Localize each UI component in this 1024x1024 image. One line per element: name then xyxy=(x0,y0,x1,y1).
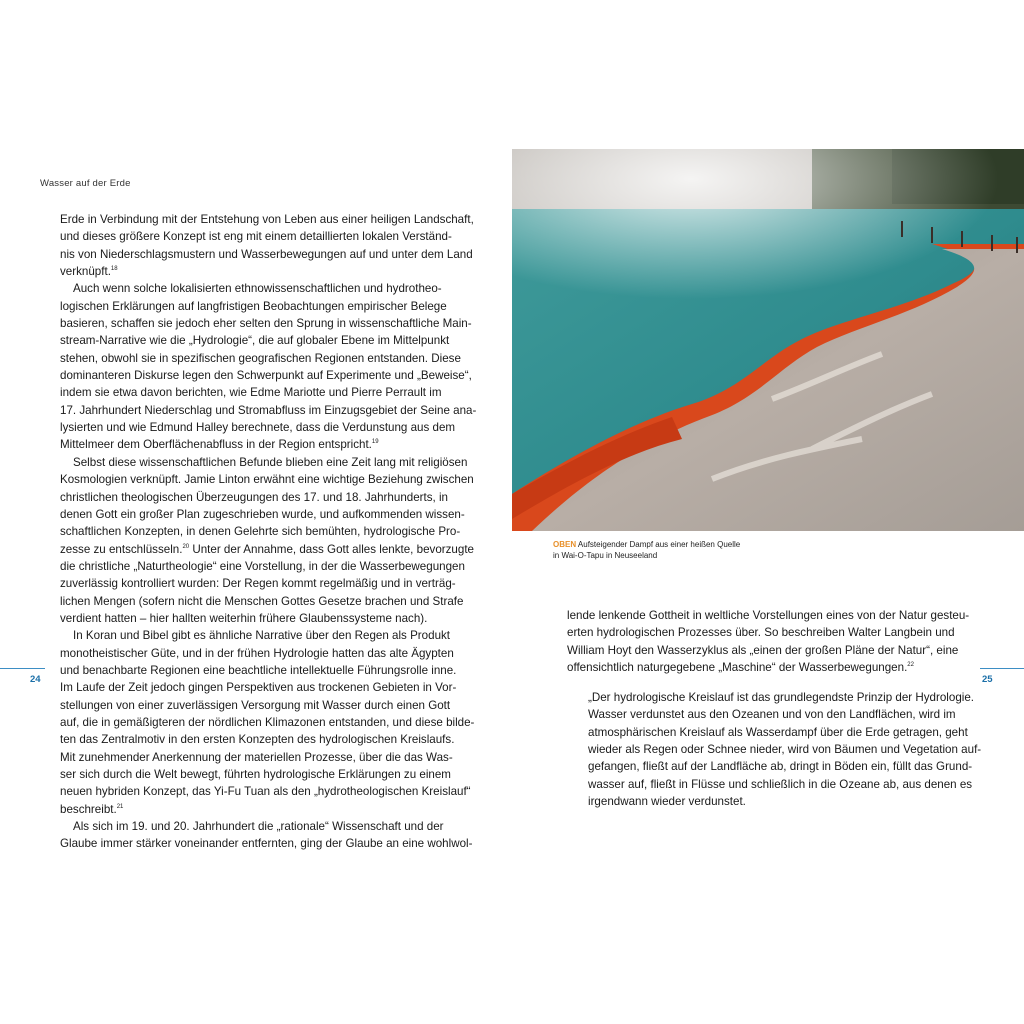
text-line: Kosmologien verknüpft. Jamie Linton erwähnt eine wichtige Beziehung zwischen xyxy=(60,473,474,487)
text-line: Im Laufe der Zeit jedoch gingen Perspektiven aus trockenen Gebieten in Vor- xyxy=(60,681,457,695)
footnote-ref: 21 xyxy=(116,803,124,810)
page-number-right: 25 xyxy=(982,674,993,685)
text-line: In Koran und Bibel gibt es ähnliche Narrative über den Regen als Produkt xyxy=(73,629,451,643)
page-rule-right xyxy=(980,668,1024,669)
text-line: die christliche „Naturtheologie“ eine Vorstellung, in der die Wasserbewegungen xyxy=(60,559,465,573)
text-line: dominanteren Diskurse legen den Schwerpunkt auf Experimente und „Beweise“, xyxy=(60,369,472,383)
text-line: lende lenkende Gottheit in weltliche Vorstellungen eines von der Natur gesteu- xyxy=(567,609,970,622)
text-line: logischen Erklärungen auf langfristigen Beobachtungen empirischer Belege xyxy=(60,299,447,313)
text-line: Als sich im 19. und 20. Jahrhundert die „rationale“ Wissenschaft und der xyxy=(73,820,444,834)
page-rule-left xyxy=(0,668,45,669)
text-line: indem sie etwa davon berichten, wie Edme Mariotte und Pierre Perrault im xyxy=(60,386,442,400)
text-line: basieren, schaffen sie jedoch eher selten den Sprung in wissenschaftliche Main- xyxy=(60,317,472,331)
footnote-ref: 19 xyxy=(371,439,379,446)
text-line: stehen, obwohl sie in spezifischen geografischen Regionen entstanden. Diese xyxy=(60,351,461,365)
caption-line-1: Aufsteigender Dampf aus einer heißen Quelle xyxy=(576,540,741,549)
text-line: und benachbarte Regionen eine beachtliche intellektuelle Führungsrolle inne. xyxy=(60,663,457,677)
text-line: nis von Niederschlagsmustern und Wasserbewegungen auf und unter dem Land xyxy=(60,247,473,261)
quote-line: „Der hydrologische Kreislauf ist das grundlegendste Prinzip der Hydrologie. xyxy=(588,691,975,704)
text-line: Erde in Verbindung mit der Entstehung von Leben aus einer heiligen Landschaft, xyxy=(60,213,474,226)
text-line: Glaube immer stärker voneinander entfernten, ging der Glaube an eine wohlwol- xyxy=(60,837,473,851)
page-number-left: 24 xyxy=(30,674,41,685)
text-line: zuverlässig kontrolliert wurden: Der Regen kommt regelmäßig und in verträg- xyxy=(60,577,456,591)
footnote-ref: 18 xyxy=(110,266,118,273)
text-line: Mit zunehmender Anerkennung der materiellen Prozesse, über die das Was- xyxy=(60,750,453,764)
block-quote xyxy=(588,689,981,810)
footnote-ref: 20 xyxy=(182,543,190,550)
text-line: zesse zu entschlüsseln.$^{20}$ Unter der Annahme, dass Gott alles lenkte, bevorzugte xyxy=(60,542,474,556)
text-line: stream-Narrative wie die „Hydrologie“, die auf globaler Ebene im Mittelpunkt xyxy=(60,334,450,348)
text-line: erten hydrologischen Prozesses über. So beschreiben Walter Langbein und xyxy=(567,626,955,640)
right-text-column xyxy=(567,607,970,676)
quote-line: Wasser verdunstet aus den Ozeanen und von den Landflächen, wird im xyxy=(588,708,956,722)
text-line: William Hoyt den Wasserzyklus als „einen der großen Pläne der Natur“, eine xyxy=(567,643,959,657)
text-line: auf, die in gemäßigteren der nördlichen Klimazonen entstanden, und diese bilde- xyxy=(60,715,475,729)
quote-line: gefangen, fließt auf der Landfläche ab, dringt in Böden ein, füllt das Grund- xyxy=(588,760,973,774)
text-line: offensichtlich naturgegebene „Maschine“ der Wasserbewegungen.$^{22}$ xyxy=(567,661,914,675)
quote-line: irgendwann wieder verdunstet. xyxy=(588,795,746,809)
text-line: ser sich durch die Welt bewegt, führten hydrologische Erklärungen zu einem xyxy=(60,768,451,781)
photo-caption xyxy=(553,540,740,561)
text-line: Auch wenn solche lokalisierten ethnowissenschaftlichen und hydrotheo- xyxy=(73,282,442,296)
quote-line: atmosphärischen Kreislauf als Wasserdampf über die Erde getragen, geht xyxy=(588,725,968,739)
text-line: christlichen theologischen Überzeugungen des 17. und 18. Jahrhunderts, in xyxy=(60,490,449,504)
text-line: denen Gott ein großer Plan zugeschrieben wurde, und aufkommenden wissen- xyxy=(60,507,465,521)
left-text-column xyxy=(60,211,477,853)
quote-line: wieder als Regen oder Schnee nieder, wird von Bäumen und Vegetation auf- xyxy=(588,743,982,757)
text-line: lysierten und wie Edmund Halley berechnete, dass die Verdunstung aus dem xyxy=(60,421,456,435)
caption-lead: OBEN xyxy=(553,540,577,549)
text-line: neuen hybriden Konzept, das Yi-Fu Tuan als den „hydrotheologischen Kreislauf“ xyxy=(60,785,471,799)
running-head: Wasser auf der Erde xyxy=(40,178,131,189)
text-line: und dieses größere Konzept ist eng mit einem detaillierten lokalen Verständ- xyxy=(60,230,452,244)
caption-line-2: in Wai-O-Tapu in Neuseeland xyxy=(553,550,658,560)
quote-line: wasser auf, fließt in Flüsse und schließlich in die Ozeane ab, aus denen es xyxy=(588,777,973,791)
text-line: stellungen von einer zuverlässigen Versorgung mit Wasser durch einen Gott xyxy=(60,698,451,712)
text-line: Mittelmeer dem Oberflächenabfluss in der Region entspricht.$^{19}$ xyxy=(60,438,379,452)
footnote-ref: 22 xyxy=(907,662,914,669)
text-line: verknüpft.$^{18}$ xyxy=(60,265,118,279)
text-line: schaftlichen Konzepten, in denen Gelehrte sich bemühten, hydrologische Pro- xyxy=(60,525,461,539)
text-line: verdient hatten – hier hallten weiterhin frühere Glaubenssysteme nach). xyxy=(60,611,428,625)
text-line: monotheistischer Güte, und in der frühen Hydrologie hatten das alte Ägypten xyxy=(60,646,454,660)
hot-spring-photo xyxy=(512,149,1024,531)
text-line: lichen Mengen (sofern nicht die Menschen Gottes Gesetze brachen und Strafe xyxy=(60,594,464,608)
text-line: beschreibt.$^{21}$ xyxy=(60,802,124,816)
text-line: Selbst diese wissenschaftlichen Befunde blieben eine Zeit lang mit religiösen xyxy=(73,455,468,469)
text-line: 17. Jahrhundert Niederschlag und Stromabfluss im Einzugsgebiet der Seine ana- xyxy=(60,403,477,417)
text-line: ten das Zentralmotiv in den ersten Konzepten des hydrologischen Kreislaufs. xyxy=(60,733,455,747)
